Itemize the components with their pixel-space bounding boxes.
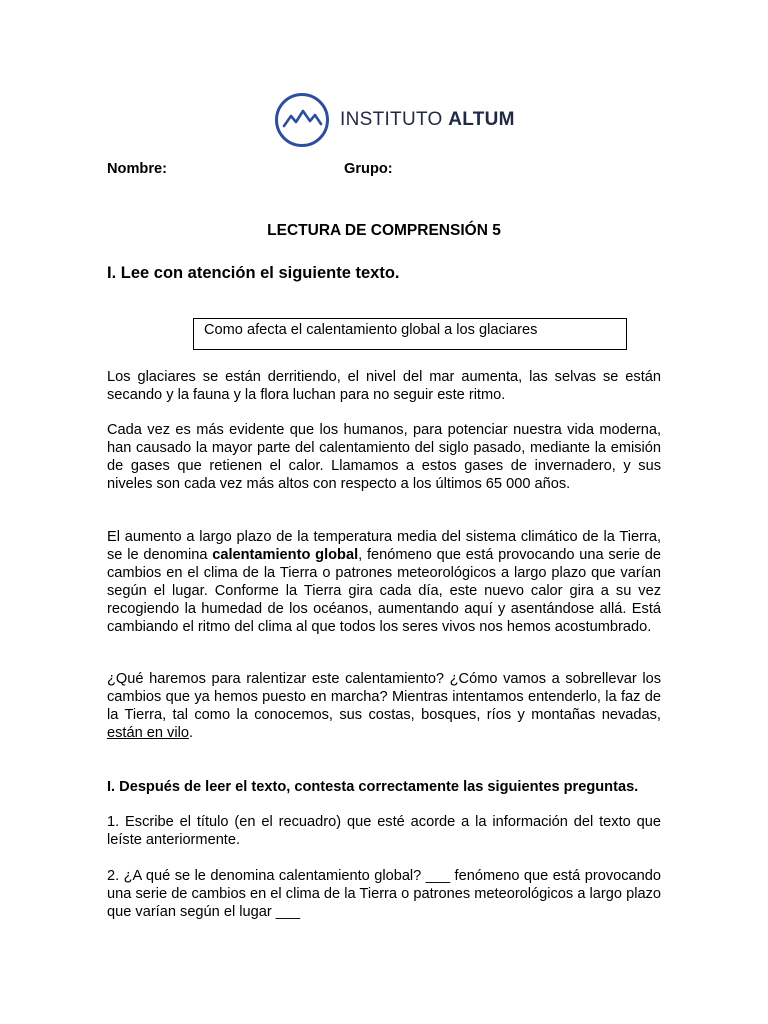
paragraph-4-before: ¿Qué haremos para ralentizar este calentamiento? ¿Cómo vamos a sobrellevar los cambios que ya hemos puesto en marcha? Mientras intentamos entenderlo, la faz de la Tierra, tal como la conocemos, sus costas, bosques, ríos y montañas nevadas,: [107, 671, 661, 723]
paragraph-1: [107, 368, 661, 404]
institute-logo: [274, 92, 515, 148]
section2-heading: I. Después de leer el texto, contesta correctamente las siguientes preguntas.: [107, 779, 639, 795]
question-1: [107, 813, 661, 849]
mountain-logo-icon: [274, 92, 330, 148]
paragraph-1-text: Los glaciares se están derritiendo, el nivel del mar aumenta, las selvas se están secando y la fauna y la flora luchan para no seguir este ritmo.: [107, 369, 661, 403]
text-title: Como afecta el calentamiento global a los glaciares: [204, 322, 538, 338]
paragraph-3: [107, 528, 661, 636]
paragraph-4-text: [107, 670, 661, 742]
paragraph-2: [107, 421, 661, 493]
paragraph-3-after: , fenómeno que está provocando una serie de cambios en el clima de la Tierra o patrones meteorológicos a largo plazo que varían según el lugar. Conforme la Tierra gira cada día, este nuevo calor gira a su vez recogiendo la humedad de los océanos, aumentando aquí y asentándose allá. Está cambiando el ritmo del clima al que todos los seres vivos nos hemos acostumbrado.: [107, 547, 661, 635]
question-2: [107, 867, 661, 921]
text-title-box: [193, 318, 627, 350]
paragraph-4-underlined: están en vilo: [107, 725, 189, 741]
paragraph-3-bold: calentamiento global: [212, 547, 359, 563]
paragraph-3-before: El aumento a largo plazo de la temperatura media del sistema climático de la Tierra, se le denomina: [107, 529, 661, 563]
page-title: LECTURA DE COMPRENSIÓN 5: [267, 222, 501, 239]
paragraph-4-after: .: [188, 725, 194, 741]
logo-brand: ALTUM: [448, 109, 515, 130]
question-1-text: 1. Escribe el título (en el recuadro) que esté acorde a la información del texto que leíste anteriormente.: [107, 814, 661, 848]
paragraph-2-text: Cada vez es más evidente que los humanos, para potenciar nuestra vida moderna, han causado la mayor parte del calentamiento del siglo pasado, mediante la emisión de gases que retienen el calor. Llamamos a estos gases de invernadero, y sus niveles son cada vez más altos con respecto a los últimos 65 000 años.: [107, 422, 661, 492]
nombre-label: Nombre:: [107, 161, 167, 177]
logo-text: [340, 109, 515, 131]
question-2-text: 2. ¿A qué se le denomina calentamiento global? ___ fenómeno que está provocando una serie de cambios en el clima de la Tierra o patrones meteorológicos a largo plazo que varían según el lugar ___: [107, 868, 661, 920]
paragraph-3-text: [107, 528, 661, 636]
grupo-label: Grupo:: [344, 161, 393, 177]
paragraph-4: [107, 670, 661, 742]
logo-name: INSTITUTO: [340, 109, 443, 130]
section1-heading: I. Lee con atención el siguiente texto.: [107, 264, 400, 282]
